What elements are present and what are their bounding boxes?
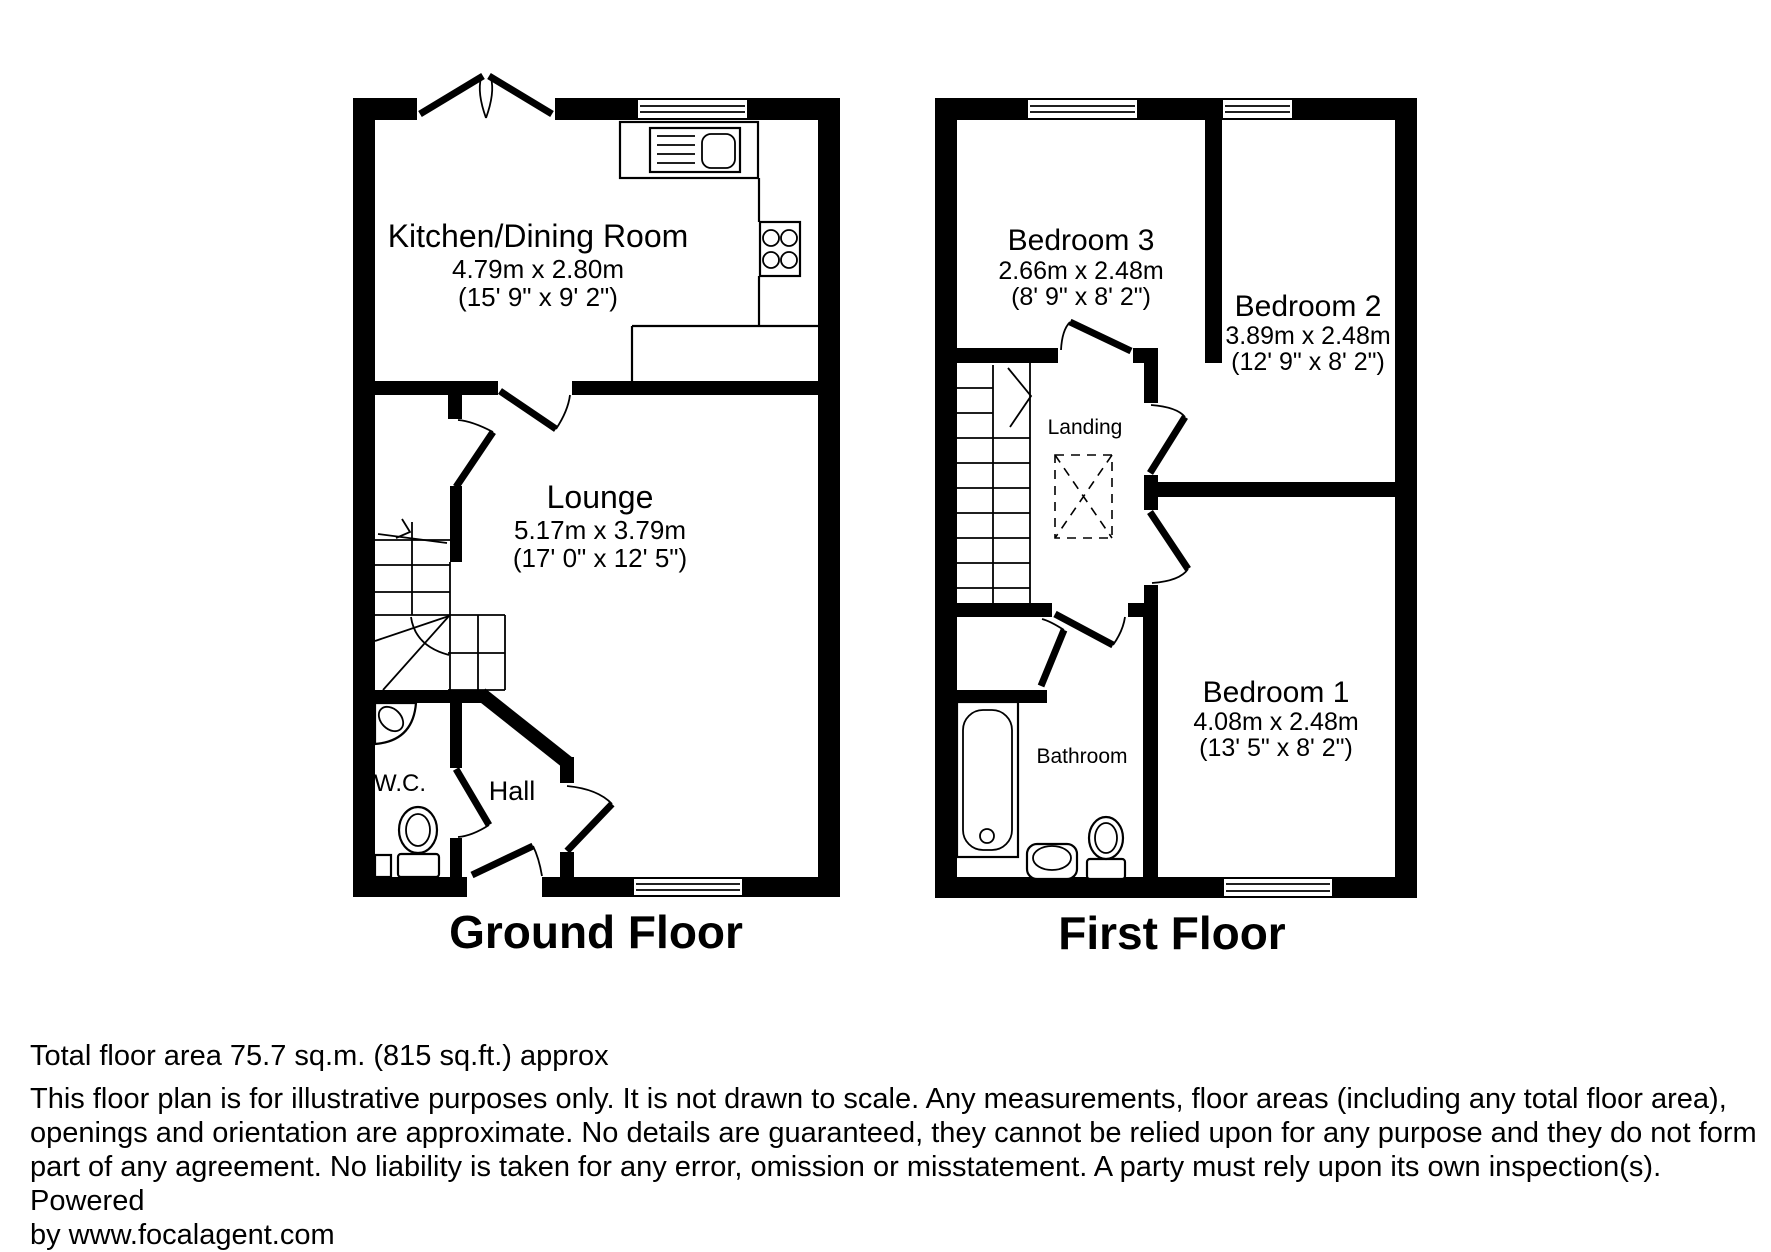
room-label-hall: Hall xyxy=(488,776,536,806)
room-label-wc: W.C. xyxy=(374,770,426,797)
room-dim-kitchen-imperial: (15' 9" x 9' 2") xyxy=(458,282,618,312)
disclaimer-line: part of any agreement. No liability is taken for any error, omission or misstatement. A party must rely upon its own inspection(s). Powered xyxy=(30,1151,1662,1217)
disclaimer-line: This floor plan is for illustrative purposes only. It is not drawn to scale. Any measurements, floor areas (including any total floor area), xyxy=(30,1083,1727,1115)
ground-interior-walls xyxy=(375,381,818,877)
window xyxy=(637,99,748,119)
stairs xyxy=(375,519,505,690)
bathtub-icon xyxy=(957,702,1018,857)
door xyxy=(456,769,489,837)
room-dim-lounge-imperial: (17' 0" x 12' 5") xyxy=(512,543,688,573)
loft-hatch xyxy=(1055,455,1112,538)
room-dim-lounge-metric: 5.17m x 3.79m xyxy=(514,515,686,545)
door xyxy=(1055,614,1125,645)
room-dim-bedroom3-imperial: (8' 9" x 8' 2") xyxy=(1011,283,1151,311)
basin-icon xyxy=(374,702,416,744)
toilet-icon xyxy=(375,807,439,877)
room-label-kitchen: Kitchen/Dining Room xyxy=(387,218,689,254)
first-floor-title: First Floor xyxy=(1058,907,1286,959)
door xyxy=(500,391,570,429)
window xyxy=(1222,99,1293,119)
door xyxy=(567,786,612,851)
total-floor-area: Total floor area 75.7 sq.m. (815 sq.ft.) approx xyxy=(30,1040,609,1072)
room-label-lounge: Lounge xyxy=(546,479,654,515)
door xyxy=(1061,322,1131,351)
patio-doors-icon xyxy=(420,76,552,118)
ground-floor-title: Ground Floor xyxy=(449,906,743,958)
door xyxy=(456,420,493,487)
door xyxy=(1150,405,1185,473)
hob-icon xyxy=(760,222,800,276)
room-dim-bedroom3-metric: 2.66m x 2.48m xyxy=(998,257,1164,285)
room-label-bedroom2: Bedroom 2 xyxy=(1234,290,1382,323)
room-dim-kitchen-metric: 4.79m x 2.80m xyxy=(452,254,624,284)
window xyxy=(633,878,743,896)
toilet-icon xyxy=(1087,817,1125,879)
window xyxy=(1027,99,1138,119)
kitchen-sink-icon xyxy=(620,122,758,178)
room-label-bathroom: Bathroom xyxy=(1036,745,1128,768)
room-dim-bedroom2-imperial: (12' 9" x 8' 2") xyxy=(1231,348,1385,376)
front-door xyxy=(472,846,542,876)
ground-floor-plan xyxy=(353,76,840,958)
disclaimer-line: by www.focalagent.com xyxy=(30,1219,335,1251)
room-dim-bedroom1-imperial: (13' 5" x 8' 2") xyxy=(1199,734,1353,762)
door xyxy=(1150,512,1188,583)
stairs xyxy=(957,363,1031,603)
disclaimer-text xyxy=(30,1082,1770,1252)
cupboard-door xyxy=(1041,619,1064,686)
first-floor-plan xyxy=(935,98,1417,959)
disclaimer-line: openings and orientation are approximate. No details are guaranteed, they cannot be relied upon for any purpose and they do not form xyxy=(30,1117,1757,1149)
room-label-bedroom1: Bedroom 1 xyxy=(1202,676,1350,709)
room-dim-bedroom1-metric: 4.08m x 2.48m xyxy=(1193,708,1359,736)
room-label-landing: Landing xyxy=(1047,416,1123,439)
room-dim-bedroom2-metric: 3.89m x 2.48m xyxy=(1225,322,1391,350)
window xyxy=(1223,878,1333,897)
room-label-bedroom3: Bedroom 3 xyxy=(1007,224,1155,257)
kitchen-counter xyxy=(632,178,818,381)
basin-icon xyxy=(1027,844,1077,879)
